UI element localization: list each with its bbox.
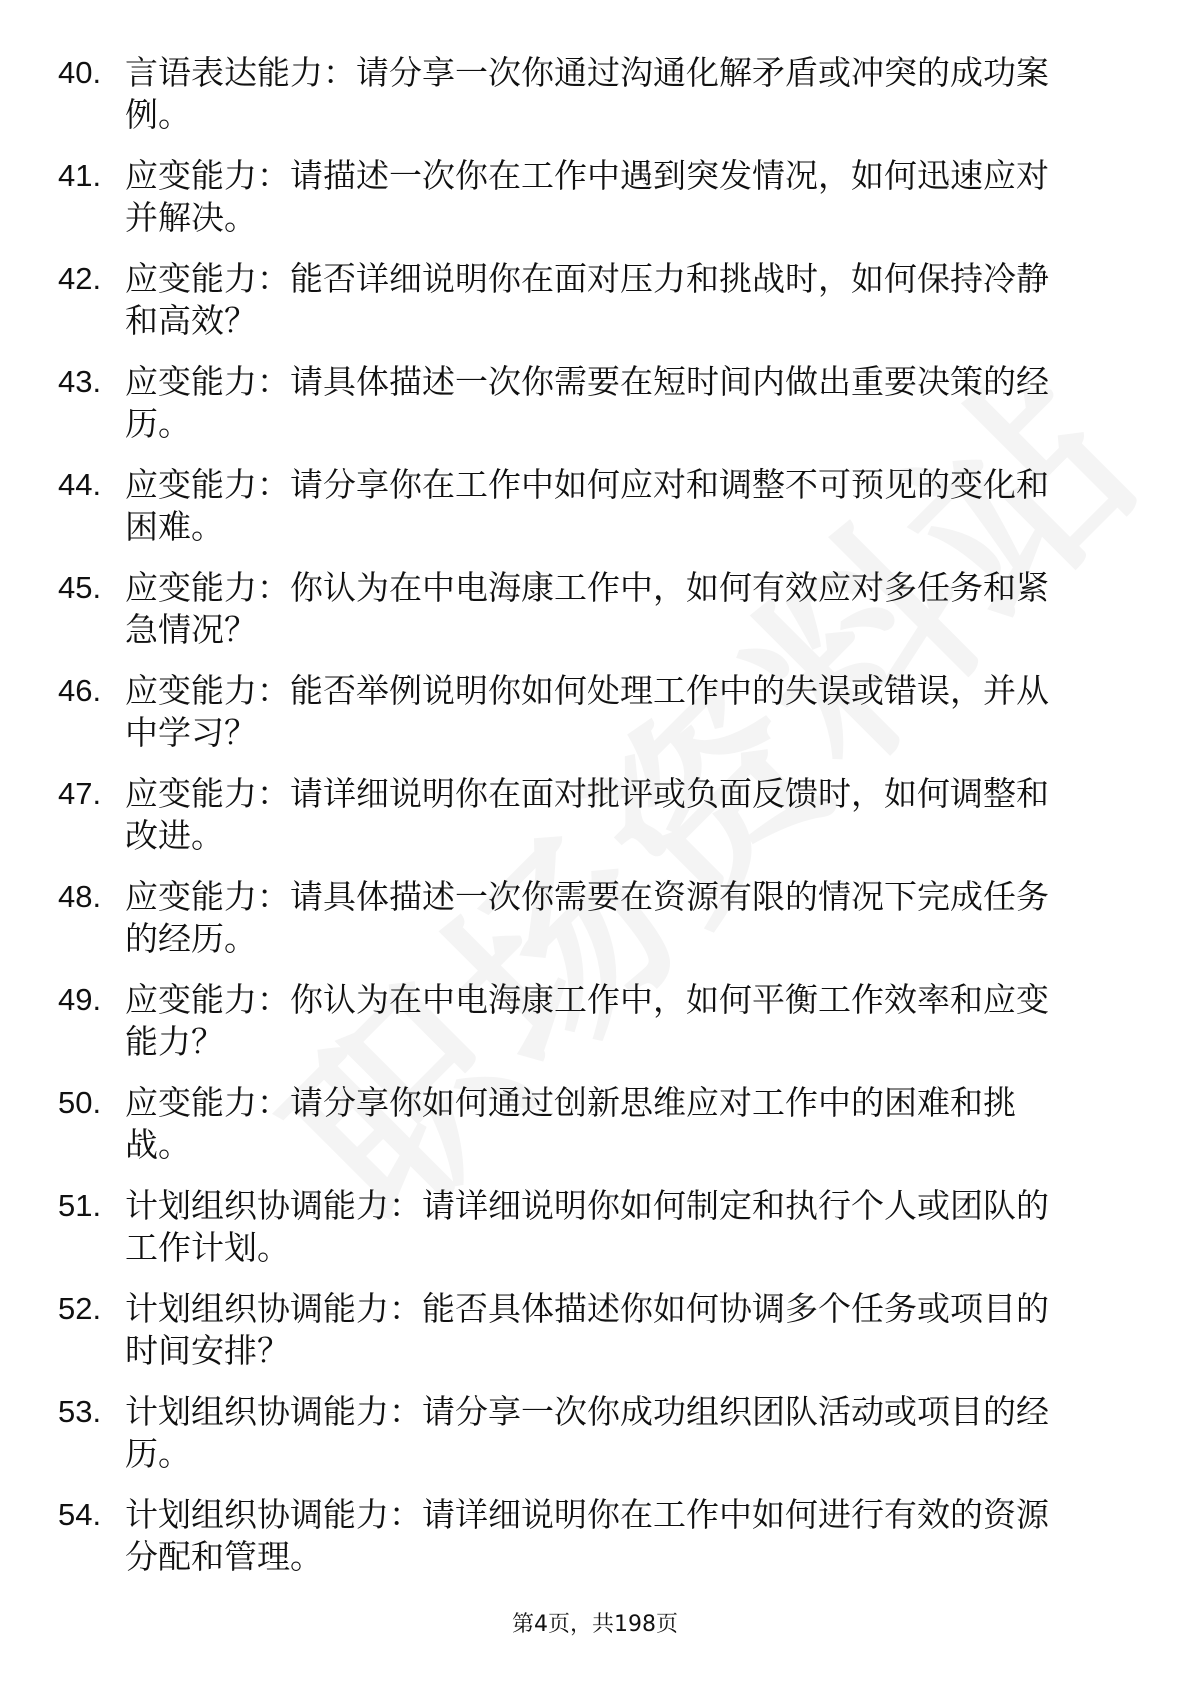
question-text	[125, 670, 1175, 754]
question-text-line: 应变能力：能否详细说明你在面对压力和挑战时，如何保持冷静	[125, 259, 1049, 298]
question-text-line: 应变能力：请具体描述一次你需要在资源有限的情况下完成任务	[125, 877, 1049, 916]
question-text	[125, 1185, 1175, 1269]
question-number: 48.	[58, 879, 102, 914]
question-number: 49.	[58, 982, 102, 1017]
question-text-line: 计划组织协调能力：能否具体描述你如何协调多个任务或项目的	[125, 1289, 1049, 1328]
question-text-line: 急情况？	[125, 610, 257, 649]
question-number: 51.	[58, 1188, 102, 1223]
question-text-line: 困难。	[125, 507, 224, 546]
question-text-line: 应变能力：你认为在中电海康工作中，如何平衡工作效率和应变	[125, 980, 1049, 1019]
question-text-line: 分配和管理。	[125, 1537, 323, 1576]
question-text	[125, 567, 1175, 651]
question-number: 54.	[58, 1497, 102, 1532]
question-number: 53.	[58, 1394, 102, 1429]
question-text-line: 言语表达能力：请分享一次你通过沟通化解矛盾或冲突的成功案	[125, 53, 1049, 92]
question-text-line: 工作计划。	[125, 1228, 290, 1267]
question-text-line: 历。	[125, 1434, 191, 1473]
question-text	[125, 464, 1175, 548]
question-text-line: 并解决。	[125, 198, 257, 237]
question-text-line: 例。	[125, 95, 191, 134]
question-item	[58, 979, 1118, 1082]
question-text	[125, 258, 1175, 342]
question-number: 52.	[58, 1291, 102, 1326]
question-item	[58, 773, 1118, 876]
question-item	[58, 155, 1118, 258]
question-number: 43.	[58, 364, 102, 399]
question-number: 47.	[58, 776, 102, 811]
question-text-line: 战。	[125, 1125, 191, 1164]
question-text	[125, 155, 1175, 239]
question-text	[125, 1494, 1175, 1578]
question-item	[58, 464, 1118, 567]
question-list	[58, 52, 1118, 1597]
question-text	[125, 361, 1175, 445]
question-item	[58, 52, 1118, 155]
question-text	[125, 876, 1175, 960]
question-item	[58, 670, 1118, 773]
question-item	[58, 1288, 1118, 1391]
question-item	[58, 1185, 1118, 1288]
question-text-line: 能力？	[125, 1022, 224, 1061]
question-text-line: 应变能力：请分享你如何通过创新思维应对工作中的困难和挑	[125, 1083, 1016, 1122]
question-number: 45.	[58, 570, 102, 605]
question-number: 46.	[58, 673, 102, 708]
question-text-line: 中学习？	[125, 713, 257, 752]
question-item	[58, 567, 1118, 670]
question-item	[58, 1391, 1118, 1494]
question-text	[125, 52, 1175, 136]
question-text	[125, 1288, 1175, 1372]
question-number: 40.	[58, 55, 102, 90]
page-footer: 第4页，共198页	[512, 1612, 678, 1637]
question-text-line: 计划组织协调能力：请详细说明你如何制定和执行个人或团队的	[125, 1186, 1049, 1225]
question-number: 50.	[58, 1085, 102, 1120]
question-number: 41.	[58, 158, 102, 193]
question-number: 44.	[58, 467, 102, 502]
question-text-line: 应变能力：能否举例说明你如何处理工作中的失误或错误，并从	[125, 671, 1049, 710]
question-text-line: 改进。	[125, 816, 224, 855]
question-text-line: 应变能力：请具体描述一次你需要在短时间内做出重要决策的经	[125, 362, 1049, 401]
question-item	[58, 1494, 1118, 1597]
question-item	[58, 876, 1118, 979]
question-text-line: 计划组织协调能力：请分享一次你成功组织团队活动或项目的经	[125, 1392, 1049, 1431]
question-text-line: 应变能力：请分享你在工作中如何应对和调整不可预见的变化和	[125, 465, 1049, 504]
question-text	[125, 773, 1175, 857]
question-text-line: 应变能力：你认为在中电海康工作中，如何有效应对多任务和紧	[125, 568, 1049, 607]
question-text-line: 历。	[125, 404, 191, 443]
question-text-line: 的经历。	[125, 919, 257, 958]
question-text-line: 应变能力：请描述一次你在工作中遇到突发情况，如何迅速应对	[125, 156, 1049, 195]
question-text-line: 应变能力：请详细说明你在面对批评或负面反馈时，如何调整和	[125, 774, 1049, 813]
question-text	[125, 1082, 1175, 1166]
question-item	[58, 1082, 1118, 1185]
question-text-line: 和高效？	[125, 301, 257, 340]
question-number: 42.	[58, 261, 102, 296]
question-text	[125, 1391, 1175, 1475]
question-item	[58, 361, 1118, 464]
question-text-line: 时间安排？	[125, 1331, 290, 1370]
question-text	[125, 979, 1175, 1063]
question-item	[58, 258, 1118, 361]
question-text-line: 计划组织协调能力：请详细说明你在工作中如何进行有效的资源	[125, 1495, 1049, 1534]
